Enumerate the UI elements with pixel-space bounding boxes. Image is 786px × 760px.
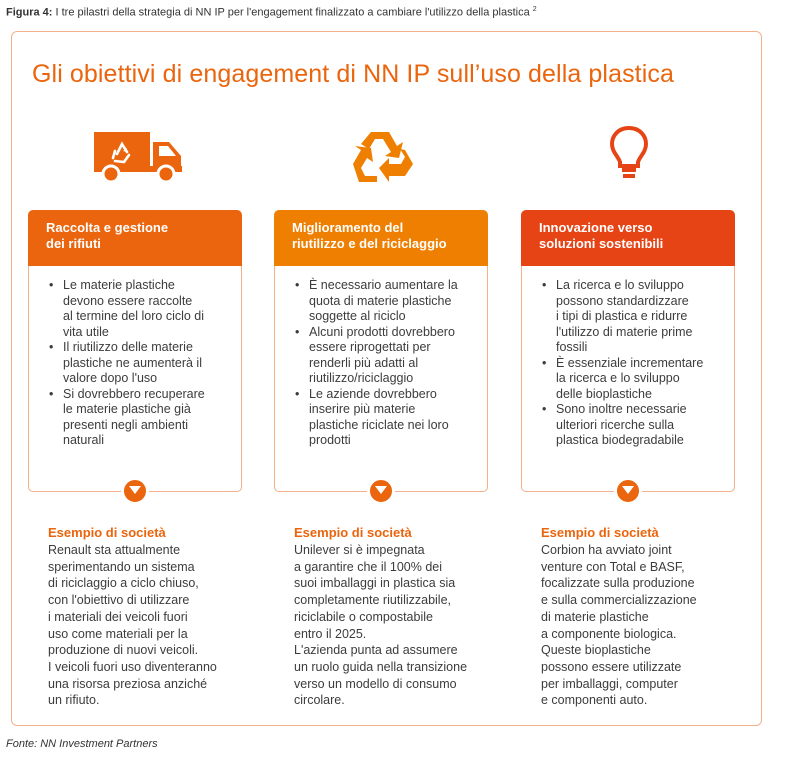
bullet-line: • Sono inoltre necessarie [556,402,687,416]
pillar-card-waste-collection [28,210,242,492]
example-line: e sulla commercializzazione [541,593,697,608]
bullet-line: • Si dovrebbero recuperare [63,386,205,401]
example-text [541,542,741,709]
bullet-item [295,325,475,387]
pillar-heading-line: Raccolta e gestione [46,220,169,235]
page-title: Gli obiettivi di engagement di NN IP sull’uso della plastica [32,60,674,88]
pillar-heading [28,210,242,266]
example-line: i materiali dei veicoli fuori [48,609,188,624]
pillar-body [274,266,488,492]
bullet-line: • Alcuni prodotti dovrebbero [309,324,455,339]
lightbulb-icon [609,124,649,182]
example-line: per imballaggi, computer [541,676,678,691]
example-line: Renault sta attualmente [48,543,181,557]
pillar-heading [521,210,735,266]
figure-caption-text: I tre pilastri della strategia di NN IP per l'engagement finalizzato a cambiare l'utilizzo della plastica [55,6,530,19]
bullet-line: delle bioplastiche [556,386,652,401]
bullet-line: fossili [556,340,588,354]
pillar-card-reuse-recycling [274,210,488,492]
example-line: uso come materiali per la [48,626,188,641]
example-line: una risorsa preziosa anziché [48,676,208,691]
example-title: Esempio di società [541,525,659,540]
figure-label: Figura 4: [6,6,53,19]
example-line: con l'obiettivo di utilizzare [48,593,190,608]
chevron-down-icon [121,477,149,505]
example-line: suoi imballaggi in plastica sia [294,576,456,591]
example-line: di riciclaggio a ciclo chiuso, [48,576,199,591]
bullet-item [49,278,229,340]
pillar-body [521,266,735,492]
example-line: completamente riutilizzabile, [294,593,452,608]
example-line: Queste bioplastiche [541,643,651,658]
bullet-list [295,278,475,449]
example-line: verso un modello di consumo [294,676,457,691]
bullet-line: inserire più materie [309,402,416,416]
example-line: un rifiuto. [48,693,100,708]
example-line: a garantire che il 100% dei [294,559,443,574]
pillar-heading-line: Miglioramento del [292,220,404,235]
bullet-item [49,340,229,387]
bullet-line: • La ricerca e lo sviluppo [556,278,684,292]
bullet-list [49,278,229,449]
bullet-line: plastiche riciclate nei loro [309,417,449,432]
example-line: e componenti auto. [541,693,648,708]
bullet-line: naturali [63,433,104,447]
pillar-card-innovation [521,210,735,492]
bullet-line: • È essenziale incrementare [556,355,704,370]
bullet-line: quota di materie plastiche [309,293,452,308]
bullet-line: presenti negli ambienti [63,417,189,432]
bullet-line: • Le aziende dovrebbero [309,386,437,401]
bullet-list [542,278,722,449]
pillar-body [28,266,242,492]
pillar-heading-line: riutilizzo e del riciclaggio [292,236,447,251]
bullet-line: • Il riutilizzo delle materie [63,340,193,354]
bullet-line: plastiche ne aumenterà il [63,355,202,370]
bullet-line: valore dopo l'uso [63,371,158,385]
footnote-marker: 2 [532,6,537,13]
example-line: a componente biologica. [541,626,677,641]
example-line: Unilever si è impegnata [294,543,425,557]
bullet-line: devono essere raccolte [63,293,193,308]
bullet-item [295,278,475,325]
bullet-line: al termine del loro ciclo di [63,309,205,323]
bullet-item [542,402,722,449]
example-line: entro il 2025. [294,626,367,641]
bullet-line: ulteriori ricerche sulla [556,417,675,432]
bullet-line: plastica biodegradabile [556,433,684,447]
example-line: produzione di nuovi veicoli. [48,643,199,658]
example-line: I veicoli fuori uso diventeranno [48,659,217,674]
bullet-item [542,356,722,403]
example-line: L'azienda punta ad assumere [294,643,458,658]
example-line: sperimentando un sistema [48,559,195,574]
example-text [48,542,248,709]
bullet-line: possono standardizzare [556,293,689,308]
example-title: Esempio di società [48,525,166,540]
company-example-unilever [294,525,494,709]
bullet-line: prodotti [309,433,351,447]
example-line: focalizzate sulla produzione [541,576,695,591]
figure-caption [6,6,537,19]
source-note: Fonte: NN Investment Partners [6,738,158,750]
company-example-corbion [541,525,741,709]
bullet-item [295,387,475,449]
example-line: possono essere utilizzate [541,659,682,674]
example-line: di materie plastiche [541,609,649,624]
bullet-line: riutilizzo/riciclaggio [309,371,414,385]
bullet-item [49,387,229,449]
company-example-renault [48,525,248,709]
example-line: circolare. [294,693,345,708]
bullet-line: • È necessario aumentare la [309,278,458,292]
pillar-heading-line: dei rifiuti [46,236,101,251]
example-line: venture con Total e BASF, [541,559,685,574]
chevron-down-icon [367,477,395,505]
bullet-line: l'utilizzo di materie prime [556,324,693,339]
bullet-line: vita utile [63,324,109,339]
pillar-heading [274,210,488,266]
recycle-arrows-icon [349,128,415,184]
bullet-line: renderli più adatti al [309,355,419,370]
example-title: Esempio di società [294,525,412,540]
bullet-item [542,278,722,356]
pillar-heading-line: soluzioni sostenibili [539,236,664,251]
example-line: riciclabile o compostabile [294,609,433,624]
pillar-heading-line: Innovazione verso [539,220,653,235]
example-text [294,542,494,709]
chevron-down-icon [614,477,642,505]
recycling-truck-icon [93,130,187,184]
bullet-line: • Le materie plastiche [63,278,175,292]
bullet-line: i tipi di plastica e ridurre [556,309,688,323]
bullet-line: soggette al riciclo [309,309,406,323]
bullet-line: la ricerca e lo sviluppo [556,371,680,385]
bullet-line: le materie plastiche già [63,402,191,416]
example-line: un ruolo guida nella transizione [294,659,468,674]
example-line: Corbion ha avviato joint [541,543,672,557]
bullet-line: essere riprogettati per [309,340,431,354]
